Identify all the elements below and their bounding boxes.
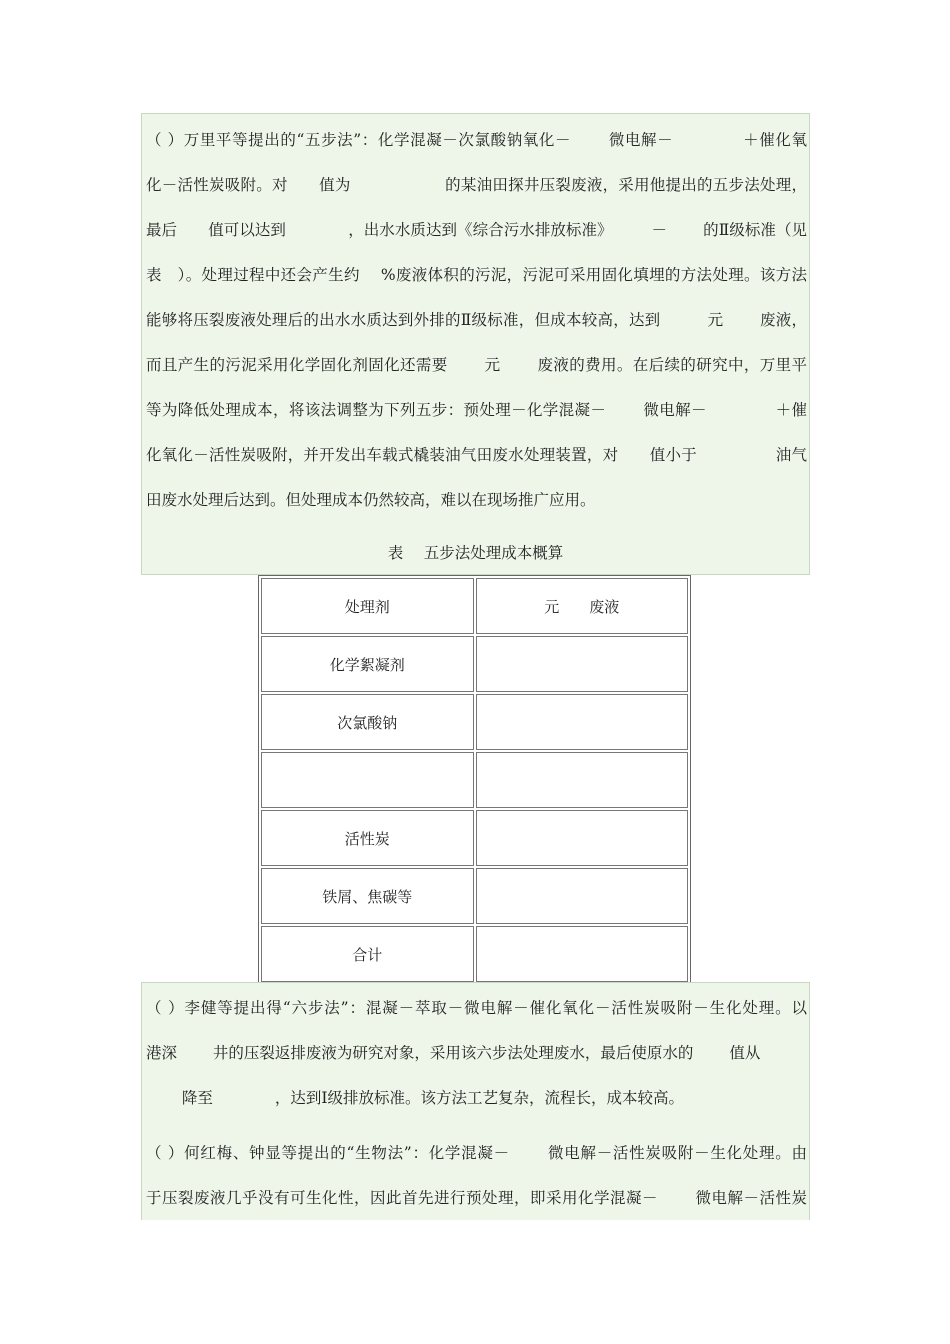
table-row bbox=[261, 752, 688, 808]
paragraph-line: 等为降低处理成本，将该法调整为下列五步：预处理－化学混凝－ 微电解－ ＋催 bbox=[146, 401, 807, 419]
paragraph-line: （ ）李健等提出得“六步法”：混凝－萃取－微电解－催化氧化－活性炭吸附－生化处理。以 bbox=[146, 999, 807, 1017]
cost-cell bbox=[476, 868, 689, 924]
cost-table bbox=[258, 575, 691, 985]
paragraph-line: （ ）何红梅、钟显等提出的“生物法”：化学混凝－ 微电解－活性炭吸附－生化处理。由 bbox=[146, 1144, 807, 1162]
column-header: 处理剂 bbox=[261, 578, 474, 634]
cost-cell bbox=[476, 694, 689, 750]
cost-cell bbox=[476, 752, 689, 808]
paragraph-line: 而且产生的污泥采用化学固化剂固化还需要 元 废液的费用。在后续的研究中，万里平 bbox=[146, 356, 807, 374]
table-row bbox=[261, 868, 688, 924]
table-row bbox=[261, 694, 688, 750]
cost-cell bbox=[476, 810, 689, 866]
table-row bbox=[261, 810, 688, 866]
agent-cell: 铁屑、焦碳等 bbox=[261, 868, 474, 924]
paragraph-line: 最后 值可以达到 ，出水水质达到《综合污水排放标准》 － 的Ⅱ级标准（见 bbox=[146, 221, 807, 239]
paragraph-line: 降至 ，达到Ⅰ级排放标准。该方法工艺复杂，流程长，成本较高。 bbox=[146, 1089, 685, 1107]
table-header-row bbox=[261, 578, 688, 634]
paragraph-line: 表 ）。处理过程中还会产生约 %废液体积的污泥，污泥可采用固化填埋的方法处理。该方法 bbox=[146, 266, 807, 284]
table-total-row bbox=[261, 926, 688, 982]
paragraph-line: 港深 井的压裂返排废液为研究对象，采用该六步法处理废水，最后使原水的 值从 bbox=[146, 1044, 761, 1062]
table-row bbox=[261, 636, 688, 692]
paragraph-line: 化－活性炭吸附。对 值为 的某油田探井压裂废液，采用他提出的五步法处理， bbox=[146, 176, 807, 194]
paragraph-line: 田废水处理后达到。但处理成本仍然较高，难以在现场推广应用。 bbox=[146, 491, 596, 509]
agent-cell: 化学絮凝剂 bbox=[261, 636, 474, 692]
agent-cell bbox=[261, 752, 474, 808]
paragraph-line: 能够将压裂废液处理后的出水水质达到外排的Ⅱ级标准，但成本较高，达到 元 废液， bbox=[146, 311, 807, 329]
five-step-section bbox=[141, 113, 810, 575]
column-header: 元 废液 bbox=[476, 578, 689, 634]
paragraph-line: 于压裂废液几乎没有可生化性，因此首先进行预处理，即采用化学混凝－ 微电解－活性炭 bbox=[146, 1189, 807, 1207]
cost-cell bbox=[476, 636, 689, 692]
paragraph-line: （ ）万里平等提出的“五步法”：化学混凝－次氯酸钠氧化－ 微电解－ ＋催化氧 bbox=[146, 131, 807, 149]
six-step-section bbox=[141, 982, 810, 1220]
cost-cell bbox=[476, 926, 689, 982]
agent-cell: 活性炭 bbox=[261, 810, 474, 866]
table-caption: 表 五步法处理成本概算 bbox=[387, 544, 564, 562]
agent-cell: 次氯酸钠 bbox=[261, 694, 474, 750]
paragraph-line: 化氧化－活性炭吸附，并开发出车载式橇装油气田废水处理装置，对 值小于 油气 bbox=[146, 446, 807, 464]
agent-cell: 合计 bbox=[261, 926, 474, 982]
